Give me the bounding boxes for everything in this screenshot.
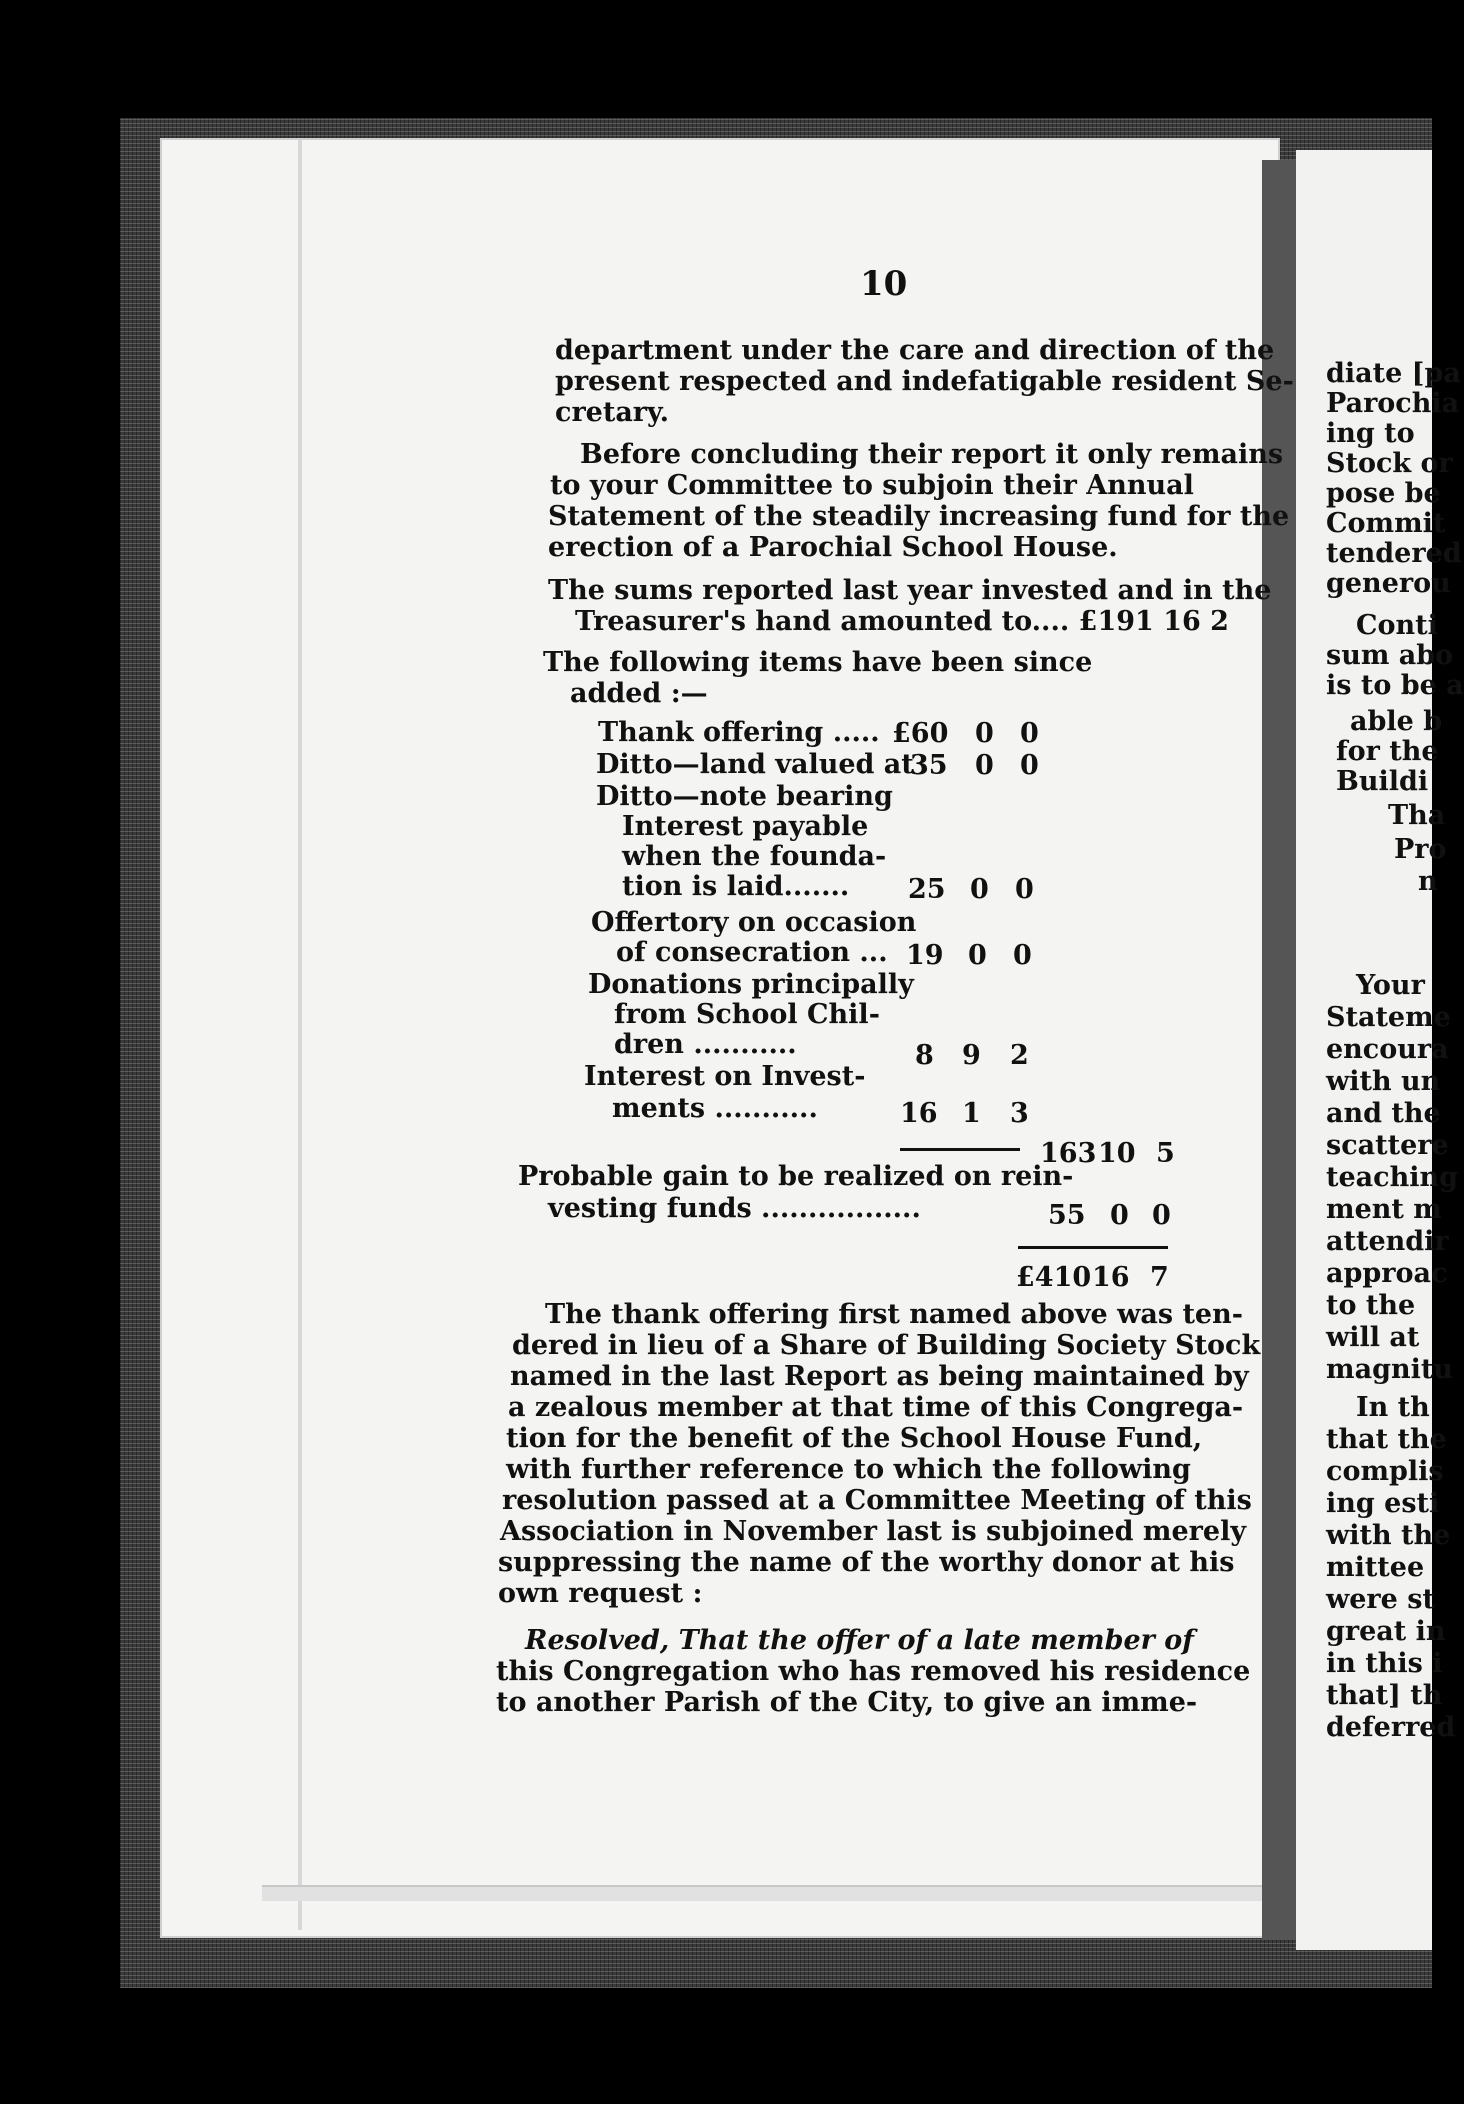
gain-shillings: 0 <box>1110 1200 1129 1231</box>
right-page-line: for the <box>1336 736 1439 767</box>
gain-label: Probable gain to be realized on rein- <box>518 1161 1074 1192</box>
right-page-line: ment m <box>1326 1194 1442 1225</box>
item-pounds: 25 <box>908 874 946 905</box>
text-line: tion for the benefit of the School House Fund, <box>506 1423 1203 1454</box>
total-pounds: £410 <box>1016 1262 1092 1293</box>
item-label: when the founda- <box>622 841 887 872</box>
item-label: from School Chil- <box>614 999 880 1030</box>
page-number: 10 <box>860 264 908 304</box>
text-line: named in the last Report as being maintained by <box>510 1361 1249 1392</box>
item-pounds: 16 <box>900 1098 938 1129</box>
right-page-line: encoura <box>1326 1034 1449 1065</box>
total-pence: 7 <box>1150 1262 1169 1293</box>
item-pounds: 35 <box>910 750 948 781</box>
right-page-line: that the <box>1326 1424 1447 1455</box>
gain-pounds: 55 <box>1048 1200 1086 1231</box>
right-page-line: ing to <box>1326 418 1415 449</box>
text-line: own request : <box>498 1578 703 1609</box>
page-bottom-edge <box>262 1885 1262 1901</box>
item-label: of consecration ... <box>616 937 888 968</box>
text-line: department under the care and direction of the <box>555 335 1275 366</box>
right-page-line: ing esti <box>1326 1488 1440 1519</box>
right-page-line: pose be <box>1326 478 1441 509</box>
right-page-line: great in <box>1326 1616 1446 1647</box>
gain-pence: 0 <box>1152 1200 1171 1231</box>
item-shillings: 0 <box>975 750 994 781</box>
text-line: present respected and indefatigable resident Se- <box>555 366 1294 397</box>
item-label: ments ........... <box>612 1093 818 1124</box>
right-page-line: with the <box>1326 1520 1451 1551</box>
item-shillings: 0 <box>970 874 989 905</box>
item-label: Ditto—land valued at <box>596 749 914 780</box>
text-line: Before concluding their report it only remains <box>580 439 1284 470</box>
item-label: tion is laid....... <box>622 871 850 902</box>
text-line: a zealous member at that time of this Congrega- <box>508 1392 1244 1423</box>
text-line: Treasurer's hand amounted to.... £191 16 2 <box>575 606 1229 637</box>
text-line: Statement of the steadily increasing fund for the <box>548 501 1290 532</box>
item-label: Donations principally <box>588 969 914 1000</box>
right-page-line: approac <box>1326 1258 1448 1289</box>
text-line: this Congregation who has removed his residence <box>496 1656 1251 1687</box>
right-page-line: Stateme <box>1326 1002 1451 1033</box>
text-line: erection of a Parochial School House. <box>548 532 1118 563</box>
text-line: to another Parish of the City, to give an imme- <box>496 1687 1198 1718</box>
right-page-line: will at <box>1326 1322 1420 1353</box>
text-line: The following items have been since <box>543 647 1093 678</box>
page-margin-line <box>298 140 302 1930</box>
subtotal-pounds: 163 <box>1040 1138 1097 1169</box>
right-page-line: scattere <box>1326 1130 1449 1161</box>
right-page-line: Stock or <box>1326 448 1453 479</box>
item-shillings: 1 <box>962 1098 981 1129</box>
total-rule <box>1018 1246 1168 1249</box>
subtotal-shillings: 10 <box>1098 1138 1136 1169</box>
right-page-line: Commit <box>1326 508 1446 539</box>
right-page-line: were st <box>1326 1584 1435 1615</box>
sum-rule <box>900 1148 1020 1151</box>
text-line: The sums reported last year invested and in the <box>548 575 1272 606</box>
text-line: suppressing the name of the worthy donor at his <box>498 1547 1235 1578</box>
gain-label: vesting funds ................. <box>548 1193 921 1224</box>
item-pence: 0 <box>1020 750 1039 781</box>
book-gutter <box>1262 160 1298 1940</box>
right-page-line: Parochia <box>1326 388 1460 419</box>
right-page-line: is to be a <box>1326 670 1464 701</box>
total-shillings: 16 <box>1092 1262 1130 1293</box>
item-shillings: 0 <box>968 940 987 971</box>
right-page-line: n <box>1418 866 1438 897</box>
item-pence: 0 <box>1020 718 1039 749</box>
item-pence: 3 <box>1010 1098 1029 1129</box>
item-pounds: 19 <box>906 940 944 971</box>
right-page-line: tendered <box>1326 538 1462 569</box>
item-label: Thank offering ..... <box>598 717 880 748</box>
right-page-line: mittee <box>1326 1552 1425 1583</box>
text-line: with further reference to which the following <box>506 1454 1191 1485</box>
text-line: Association in November last is subjoined merely <box>500 1516 1247 1547</box>
right-page-line: Buildi <box>1336 766 1429 797</box>
item-shillings: 9 <box>962 1040 981 1071</box>
right-page-line: In th <box>1356 1392 1430 1423</box>
item-pounds: 8 <box>915 1040 934 1071</box>
right-page-line: Your <box>1356 970 1425 1001</box>
right-page-line: generou <box>1326 568 1451 599</box>
right-page-line: teaching <box>1326 1162 1458 1193</box>
right-page-line: magnitu <box>1326 1354 1453 1385</box>
text-line: The thank offering first named above was ten- <box>545 1299 1243 1330</box>
item-pence: 2 <box>1010 1040 1029 1071</box>
text-line: dered in lieu of a Share of Building Society Stock <box>512 1330 1261 1361</box>
text-line: resolution passed at a Committee Meeting of this <box>502 1485 1252 1516</box>
right-page-line: Conti <box>1356 610 1438 641</box>
text-line: to your Committee to subjoin their Annual <box>550 470 1194 501</box>
right-page-line: to the <box>1326 1290 1416 1321</box>
item-label: Offertory on occasion <box>591 907 917 938</box>
right-page-line: sum abo <box>1326 640 1454 671</box>
right-page-line: that] th <box>1326 1680 1443 1711</box>
right-page-line: with un <box>1326 1066 1441 1097</box>
text-line: Resolved, That the offer of a late member of <box>525 1625 1194 1656</box>
item-pounds: £60 <box>892 718 949 749</box>
subtotal-pence: 5 <box>1156 1138 1175 1169</box>
item-label: Ditto—note bearing <box>596 781 893 812</box>
right-page-line: Tha <box>1388 800 1446 831</box>
item-pence: 0 <box>1013 940 1032 971</box>
right-page-line: Pro <box>1394 834 1447 865</box>
right-page-line: complis <box>1326 1456 1444 1487</box>
item-label: Interest on Invest- <box>584 1061 866 1092</box>
right-page-line: and the <box>1326 1098 1441 1129</box>
text-line: added :— <box>570 678 708 709</box>
right-page-line: deferred <box>1326 1712 1456 1743</box>
right-page-line: able b <box>1350 706 1443 737</box>
right-page-line: diate [pa <box>1326 358 1461 389</box>
item-pence: 0 <box>1015 874 1034 905</box>
right-page-line: attendir <box>1326 1226 1449 1257</box>
right-page-line: in this i <box>1326 1648 1443 1679</box>
item-label: Interest payable <box>622 811 869 842</box>
item-shillings: 0 <box>975 718 994 749</box>
item-label: dren ........... <box>614 1029 797 1060</box>
text-line: cretary. <box>555 397 670 428</box>
